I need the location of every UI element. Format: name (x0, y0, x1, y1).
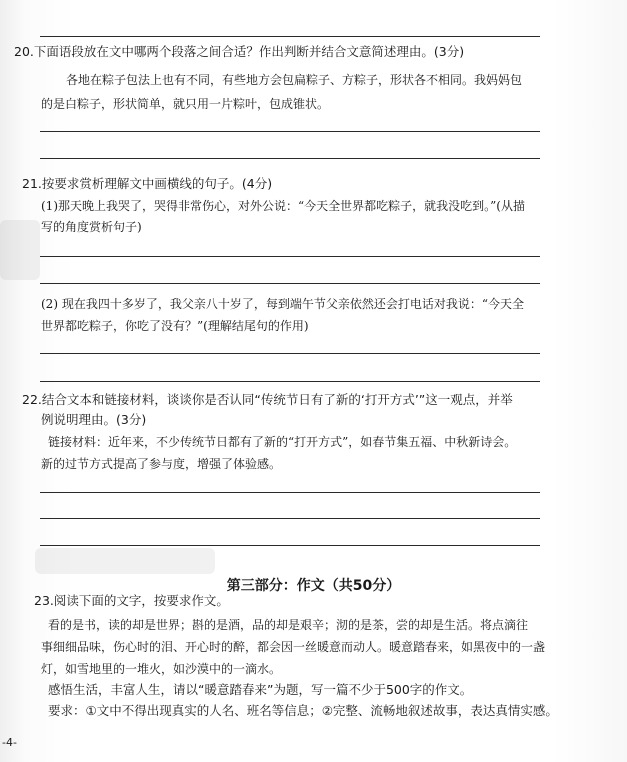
answer-line (40, 283, 540, 284)
q20-passage-line1: 各地在粽子包法上也有不同，有些地方会包扁粽子、方粽子，形状各不相同。我妈妈包 (66, 73, 523, 87)
q22-prompt-line1: 22.结合文本和链接材料，谈谈你是否认同“传统节日有了新的‘打开方式’”这一观点，并举 (22, 392, 513, 407)
answer-line (40, 256, 540, 257)
q23-text-line3: 灯，如雪地里的一堆火，如沙漠中的一滴水。 (41, 662, 282, 676)
q23-prompt: 23.阅读下面的文字，按要求作文。 (34, 593, 229, 608)
answer-line (40, 131, 540, 132)
q23-text-line2: 事细细品味，伤心时的泪、开心时的醉，都会因一丝暖意而动人。暖意踏春来，如黑夜中的一盏 (41, 640, 546, 654)
q20-passage-line2: 的是白粽子，形状简单，就只用一片粽叶，包成锥状。 (41, 97, 330, 111)
answer-line (40, 518, 540, 519)
q20-prompt: 20.下面语段放在文中哪两个段落之间合适？作出判断并结合文意简述理由。(3分) (14, 44, 465, 59)
answer-line (40, 353, 540, 354)
q21-prompt: 21.按要求赏析理解文中画横线的句子。(4分) (22, 176, 273, 191)
q21-part1-line1: (1)那天晚上我哭了，哭得非常伤心，对外公说：“今天全世界都吃粽子，就我没吃到。”(从描 (41, 199, 525, 213)
q21-part2-line2: 世界都吃粽子，你吃了没有？”(理解结尾句的作用) (41, 319, 309, 333)
q22-link-line1: 链接材料：近年来，不少传统节日都有了新的“打开方式”，如春节集五福、中秋新诗会。 (48, 435, 517, 449)
scan-smudge (35, 548, 215, 574)
section-title: 第三部分：作文（共50分） (226, 578, 401, 594)
q22-link-line2: 新的过节方式提高了参与度，增强了体验感。 (41, 457, 282, 471)
answer-line (40, 381, 540, 382)
q23-task: 感悟生活，丰富人生，请以“暖意踏春来”为题，写一篇不少于500字的作文。 (48, 682, 473, 697)
scan-smudge (0, 220, 40, 280)
answer-line (40, 158, 540, 159)
q23-requirements: 要求：①文中不得出现真实的人名、班名等信息；②完整、流畅地叙述故事，表达真情实感。 (48, 703, 558, 718)
answer-line (40, 545, 540, 546)
q21-part2-line1: (2) 现在我四十多岁了，我父亲八十岁了，每到端午节父亲依然还会打电话对我说：“今天全 (41, 297, 524, 311)
q22-prompt-line2: 例说明理由。(3分) (41, 412, 147, 427)
answer-line (40, 36, 540, 37)
q23-text-line1: 看的是书，读的却是世界；斟的是酒，品的却是艰辛；沏的是茶，尝的却是生活。将点滴往 (48, 618, 529, 632)
q21-part1-line2: 写的角度赏析句子) (41, 220, 142, 234)
answer-line (40, 492, 540, 493)
page-number: -4- (2, 736, 17, 749)
